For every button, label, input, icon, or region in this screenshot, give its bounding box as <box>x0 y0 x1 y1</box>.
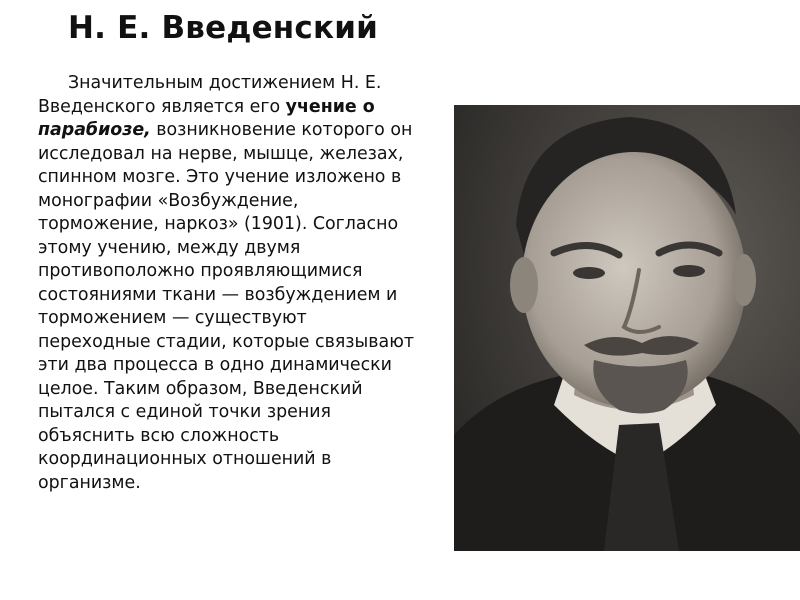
paragraph-intro: Значительным достижением Н. Е. Введенского является его <box>38 73 382 117</box>
left-eye <box>573 267 605 279</box>
body-text <box>38 72 416 495</box>
portrait-photo <box>454 105 800 551</box>
paragraph-rest: возникновение которого он исследовал на нерве, мышце, железах, спинном мозге. Это учение изложено в монографии «Возбуждение, торможение, наркоз» (1901). Согласно этому учению, между двумя противоположно проявляющимися состояниями ткани — возбуждением и торможением — существуют переходные стадии, которые связывают эти два процесса в одно динамически целое. Таким образом, Введенский пытался с единой точки зрения объяснить всю сложность координационных отношений в организме. <box>38 120 414 493</box>
right-eye <box>673 265 705 277</box>
slide-title: Н. Е. Введенский <box>68 10 379 46</box>
body-paragraph <box>38 72 416 495</box>
paragraph-bold-italic-term: парабиозе, <box>38 120 151 140</box>
right-ear <box>732 254 756 306</box>
portrait-illustration <box>454 105 800 551</box>
left-ear <box>510 257 538 313</box>
paragraph-bold-term: учение о <box>285 96 375 117</box>
